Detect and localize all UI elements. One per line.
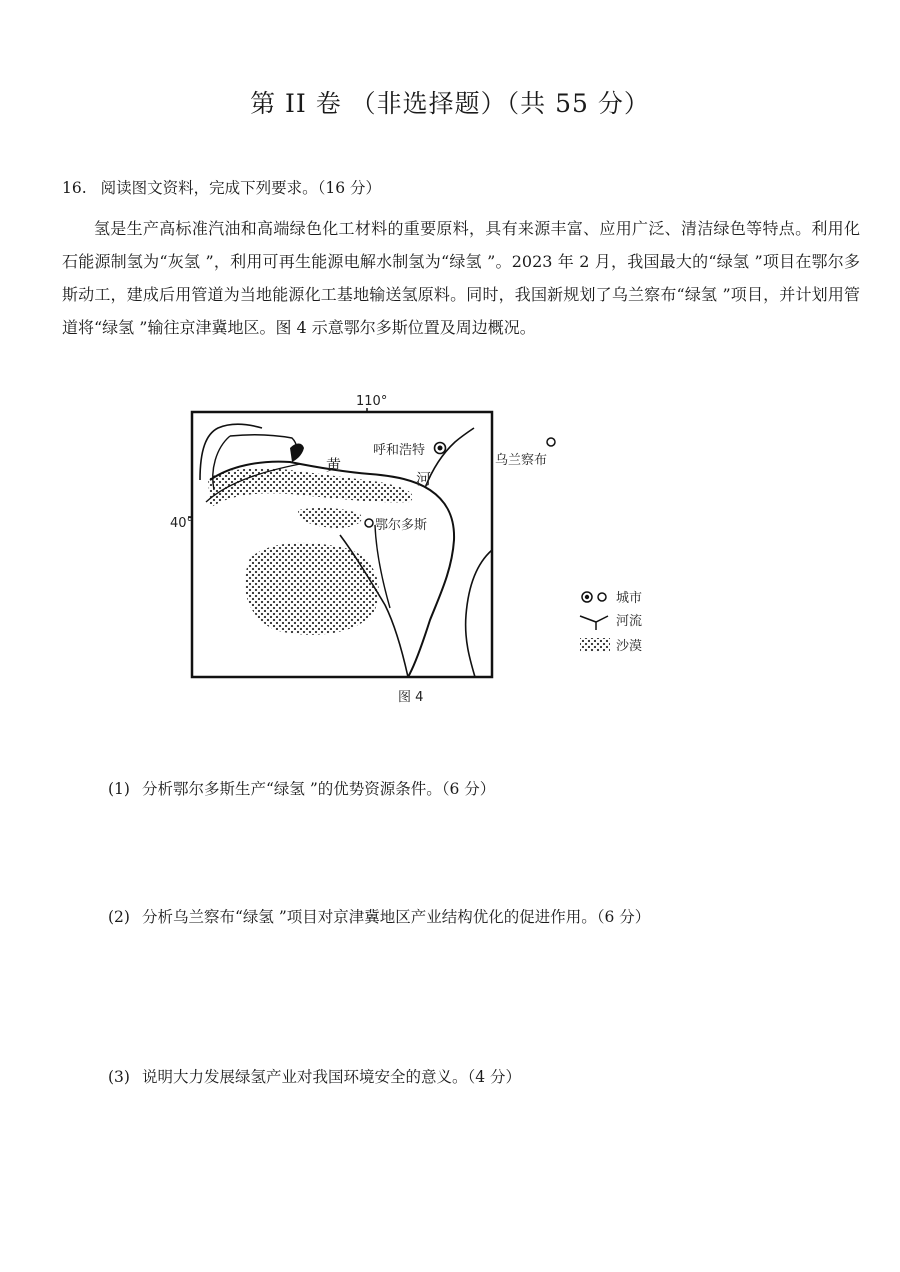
sub-question-number: (1) xyxy=(108,780,130,798)
question-prompt: 阅读图文资料，完成下列要求。（16 分） xyxy=(100,179,382,197)
legend-river-icon xyxy=(580,616,608,630)
city-hohhot-label: 呼和浩特 xyxy=(373,443,426,458)
map-caption: 图 4 xyxy=(398,690,424,705)
longitude-label: 110° xyxy=(356,394,388,409)
section-title: 第 II 卷 （非选择题）（共 55 分） xyxy=(250,89,650,118)
legend-city-small-icon xyxy=(598,593,606,601)
question-header xyxy=(62,176,381,198)
city-ordos-marker xyxy=(365,519,373,527)
city-ulanqab-marker xyxy=(547,438,555,446)
city-ordos-label: 鄂尔多斯 xyxy=(375,518,428,533)
sub-question-text: 分析鄂尔多斯生产“绿氢 ”的优势资源条件。（6 分） xyxy=(141,780,496,798)
sub-question-number: (3) xyxy=(108,1068,130,1086)
map-frame xyxy=(192,412,492,677)
map-figure xyxy=(170,390,670,710)
sub-question-2 xyxy=(108,905,650,927)
question-passage: 氢是生产高标准汽油和高端绿色化工材料的重要原料，具有来源丰富、应用广泛、清洁绿色等特点。利用化石能源制氢为“灰氢 ”，利用可再生能源电解水制氢为“绿氢 ”。2023 年 2 月，我国最大的“绿氢 ”项目在鄂尔多斯动工，建成后用管道为当地能源化工基地输送氢原料。同时，我国新规划了乌兰察布“绿氢 ”项目，并计划用管道将“绿氢 ”输往京津冀地区。图 4 示意鄂尔多斯位置及周边概况。 xyxy=(62,219,860,337)
sub-question-text: 分析乌兰察布“绿氢 ”项目对京津冀地区产业结构优化的促进作用。（6 分） xyxy=(141,908,651,926)
sub-question-text: 说明大力发展绿氢产业对我国环境安全的意义。（4 分） xyxy=(141,1068,522,1086)
legend-city-label: 城市 xyxy=(616,591,643,606)
sub-question-3 xyxy=(108,1065,521,1087)
river-char-he: 河 xyxy=(416,470,432,488)
legend-city-dot-icon xyxy=(585,595,589,599)
latitude-label: 40° xyxy=(170,516,194,531)
city-hohhot-dot xyxy=(438,446,443,451)
legend-river-label: 河流 xyxy=(616,614,643,629)
desert-central xyxy=(245,543,379,635)
question-number: 16. xyxy=(62,179,87,197)
city-ulanqab-label: 乌兰察布 xyxy=(495,453,548,468)
map-legend xyxy=(580,591,642,654)
legend-desert-label: 沙漠 xyxy=(616,639,643,654)
legend-desert-icon xyxy=(580,638,610,652)
sub-question-1 xyxy=(108,777,495,799)
river-char-huang: 黄 xyxy=(326,456,342,474)
sub-question-number: (2) xyxy=(108,908,130,926)
map-svg xyxy=(170,390,670,710)
